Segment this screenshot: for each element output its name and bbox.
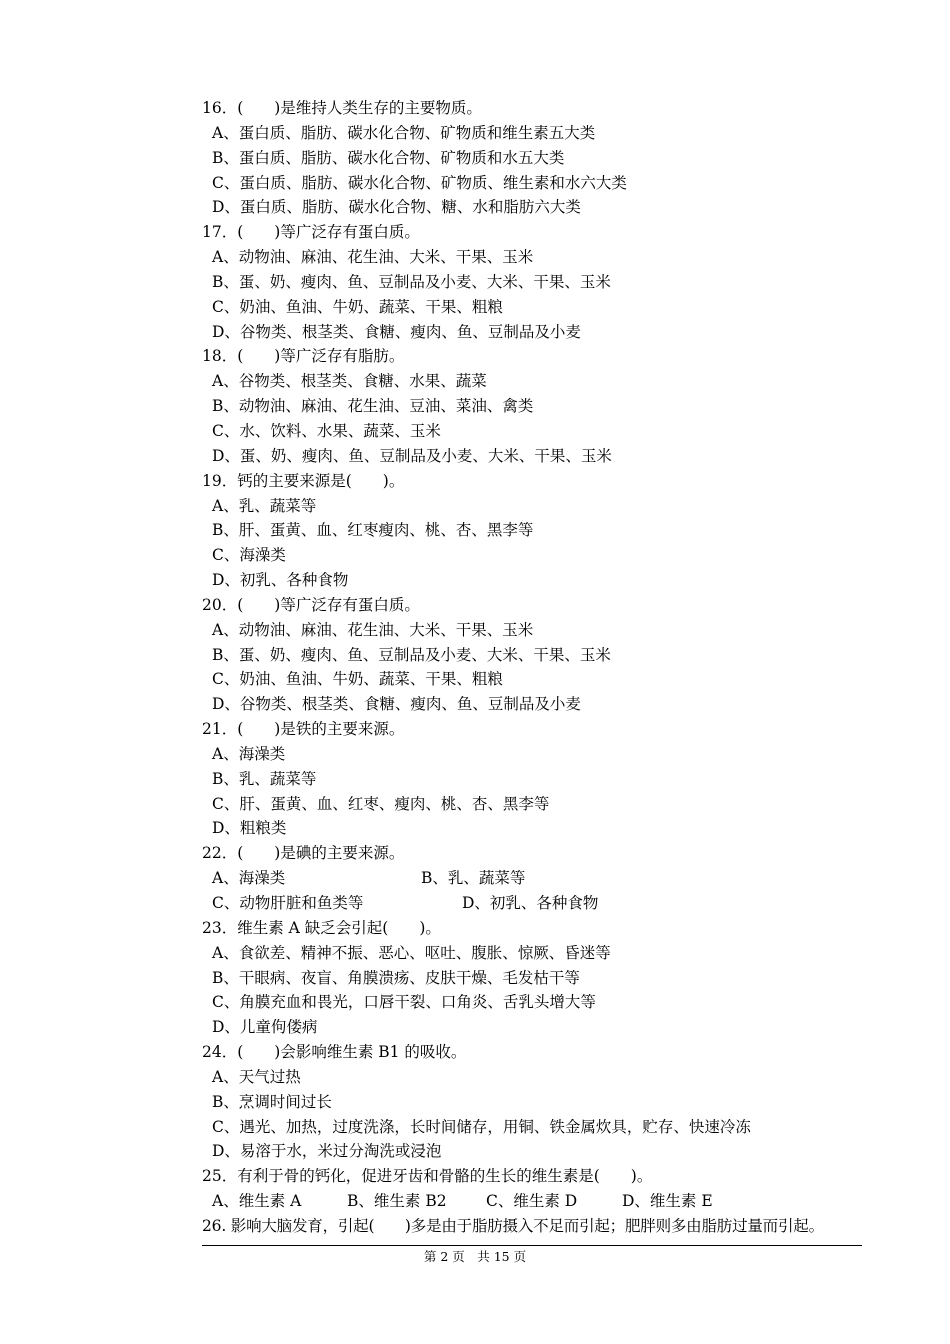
question-25-option-a: A、维生素 A	[212, 1192, 302, 1211]
question-16-option-a: A、蛋白质、脂肪、碳水化合物、矿物质和维生素五大类	[212, 123, 596, 142]
question-16-option-b: B、蛋白质、脂肪、碳水化合物、矿物质和水五大类	[212, 148, 565, 167]
question-25-stem: 25．有利于骨的钙化，促进牙齿和骨骼的生长的维生素是( )。	[202, 1167, 653, 1186]
question-18-stem: 18．( )等广泛存有脂肪。	[202, 347, 405, 366]
question-22-options-row-2	[202, 891, 882, 916]
question-20-option-a: A、动物油、麻油、花生油、大米、干果、玉米	[212, 620, 534, 639]
question-24-option-a: A、天气过热	[212, 1067, 301, 1086]
footer-divider	[202, 1245, 862, 1246]
question-23-option-a: A、食欲差、精神不振、恶心、呕吐、腹胀、惊厥、昏迷等	[212, 943, 611, 962]
question-16-option-c: C、蛋白质、脂肪、碳水化合物、矿物质、维生素和水六大类	[212, 173, 627, 192]
question-19-option-a: A、乳、蔬菜等	[212, 496, 317, 515]
question-18-option-a: A、谷物类、根茎类、食糖、水果、蔬菜	[212, 372, 487, 391]
question-17-option-b: B、蛋、奶、瘦肉、鱼、豆制品及小麦、大米、干果、玉米	[212, 272, 611, 291]
question-23-option-c: C、角膜充血和畏光，口唇干裂、口角炎、舌乳头增大等	[212, 993, 596, 1012]
question-18-option-d: D、蛋、奶、瘦肉、鱼、豆制品及小麦、大米、干果、玉米	[212, 446, 612, 465]
question-19-option-d: D、初乳、各种食物	[212, 571, 349, 590]
question-24-option-b: B、烹调时间过长	[212, 1092, 332, 1111]
question-25-option-c: C、维生素 D	[486, 1192, 578, 1211]
question-22-option-d: D、初乳、各种食物	[462, 894, 599, 912]
question-21-option-b: B、乳、蔬菜等	[212, 769, 317, 788]
question-21-option-d: D、粗粮类	[212, 819, 287, 838]
question-22-options-row-1	[202, 866, 882, 891]
question-24-option-d: D、易溶于水，米过分淘洗或浸泡	[212, 1142, 442, 1161]
question-17-option-d: D、谷物类、根茎类、食糖、瘦肉、鱼、豆制品及小麦	[212, 322, 581, 341]
question-22-option-b: B、乳、蔬菜等	[421, 869, 526, 888]
question-26-stem: 26. 影响大脑发育，引起( )多是由于脂肪摄入不足而引起；肥胖则多由脂肪过量而引起。	[202, 1216, 824, 1235]
question-23-option-b: B、干眼病、夜盲、角膜溃疡、皮肤干燥、毛发枯干等	[212, 968, 580, 987]
question-24-stem: 24．( )会影响维生素 B1 的吸收。	[202, 1043, 467, 1062]
question-18-option-c: C、水、饮料、水果、蔬菜、玉米	[212, 421, 441, 440]
question-23-stem: 23．维生素 A 缺乏会引起( )。	[202, 918, 441, 937]
question-20-stem: 20．( )等广泛存有蛋白质。	[202, 595, 420, 614]
question-22-option-c: C、动物肝脏和鱼类等	[212, 894, 364, 912]
question-25-option-b: B、维生素 B2	[347, 1192, 447, 1211]
question-25-options-row	[202, 1189, 882, 1214]
question-16-option-d: D、蛋白质、脂肪、碳水化合物、糖、水和脂肪六大类	[212, 198, 581, 217]
page-number: 第 2 页 共 15 页	[423, 1249, 527, 1264]
question-16-stem: 16．( )是维持人类生存的主要物质。	[202, 99, 482, 117]
question-21-stem: 21．( )是铁的主要来源。	[202, 720, 405, 739]
question-19-stem: 19．钙的主要来源是( )。	[202, 471, 405, 490]
question-18-option-b: B、动物油、麻油、花生油、豆油、菜油、禽类	[212, 397, 534, 416]
question-19-option-b: B、肝、蛋黄、血、红枣瘦肉、桃、杏、黑李等	[212, 521, 534, 540]
question-19-option-c: C、海澡类	[212, 546, 286, 565]
question-21-option-c: C、肝、蛋黄、血、红枣、瘦肉、桃、杏、黑李等	[212, 794, 550, 813]
question-20-option-d: D、谷物类、根茎类、食糖、瘦肉、鱼、豆制品及小麦	[212, 695, 581, 714]
question-21-option-a: A、海澡类	[212, 744, 286, 763]
question-24-option-c: C、遇光、加热，过度洗涤，长时间储存，用铜、铁金属炊具，贮存、快速冷冻	[212, 1117, 751, 1136]
question-17-option-c: C、奶油、鱼油、牛奶、蔬菜、干果、粗粮	[212, 297, 503, 316]
question-20-option-c: C、奶油、鱼油、牛奶、蔬菜、干果、粗粮	[212, 670, 503, 689]
question-17-stem: 17．( )等广泛存有蛋白质。	[202, 223, 420, 242]
question-list	[202, 96, 882, 1239]
question-22-stem: 22．( )是碘的主要来源。	[202, 844, 405, 863]
question-25-option-d: D、维生素 E	[622, 1192, 713, 1211]
question-23-option-d: D、儿童佝偻病	[212, 1018, 318, 1037]
question-17-option-a: A、动物油、麻油、花生油、大米、干果、玉米	[212, 248, 534, 267]
question-22-option-a: A、海澡类	[212, 869, 286, 888]
question-20-option-b: B、蛋、奶、瘦肉、鱼、豆制品及小麦、大米、干果、玉米	[212, 645, 611, 664]
